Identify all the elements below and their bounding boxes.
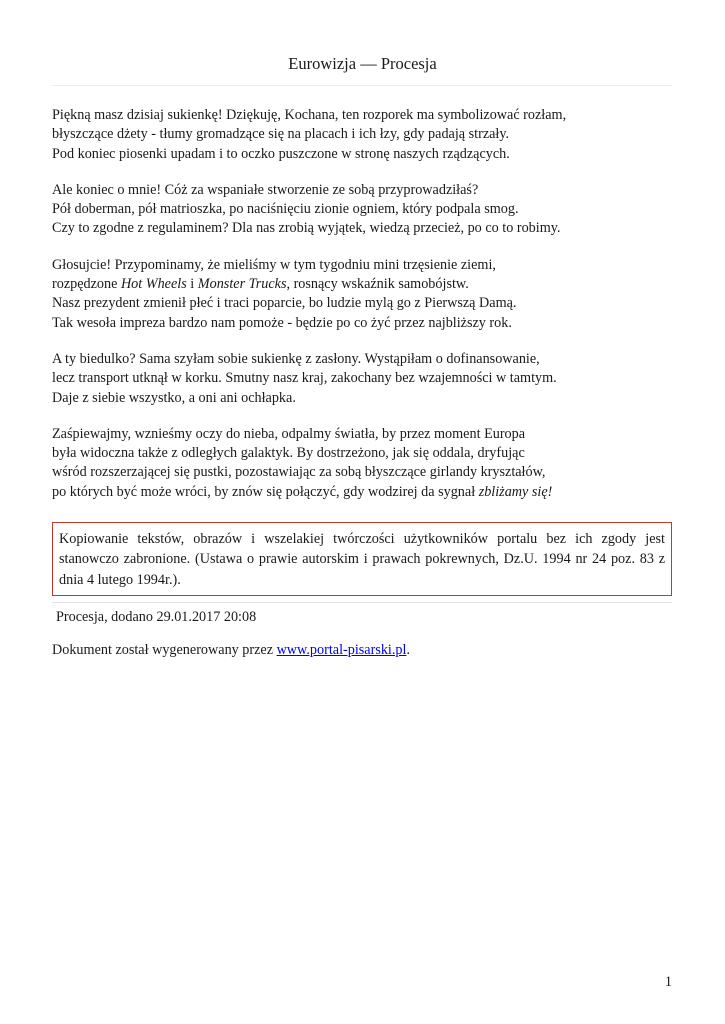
title-divider (52, 85, 672, 86)
poem-line (52, 444, 692, 463)
added-date: Procesja, dodano 29.01.2017 20:08 (56, 609, 257, 625)
poem-line (52, 314, 692, 333)
poem-line (52, 275, 692, 294)
italic-text: Hot Wheels (120, 276, 187, 293)
line-text: Pod koniec piosenki upadam i to oczko puszczone w stronę naszych rządzących. (52, 145, 510, 162)
generated-by-prefix: Dokument został wygenerowany przez (52, 642, 277, 658)
page-number: 1 (664, 974, 672, 990)
poem-line (52, 369, 692, 388)
generated-by-suffix: . (406, 642, 411, 658)
poem-line (52, 145, 692, 164)
line-text: Pół doberman, pół matrioszka, po naciśnięciu zionie ogniem, który podpala smog. (52, 201, 519, 218)
poem-line (52, 106, 692, 125)
line-text: Daje z siebie wszystko, a oni ani ochłapka. (52, 389, 296, 406)
poem-line (52, 256, 692, 275)
poem-line (52, 350, 692, 369)
copyright-notice-text: Kopiowanie tekstów, obrazów i wszelakiej twórczości użytkowników portalu bez ich zgody jest stanowczo zabronione. (Ustawa o prawie autorskim i prawach pokrewnych, Dz.U. 1994 nr 24 poz. 83 z dnia 4 lutego 1994r.). (59, 531, 665, 588)
line-text: Nasz prezydent zmienił płeć i traci poparcie, bo ludzie mylą go z Pierwszą Damą. (52, 295, 517, 312)
line-text: wśród rozszerzającej się pustki, pozostawiając za sobą błyszczące girlandy kryształów, (52, 464, 546, 481)
line-text: A ty biedulko? Sama szyłam sobie sukienkę z zasłony. Wystąpiłam o dofinansowanie, (52, 350, 540, 367)
line-text: i (186, 276, 198, 293)
copyright-notice (52, 522, 672, 596)
line-text: lecz transport utknął w korku. Smutny nasz kraj, zakochany bez wzajemności w tamtym. (52, 370, 557, 387)
poem-line (52, 200, 692, 219)
poem-line (52, 219, 692, 238)
poem-line (52, 425, 692, 444)
document-title: Eurowizja — Procesja (288, 54, 437, 73)
line-text: rozpędzone (52, 276, 121, 293)
portal-link[interactable]: www.portal-pisarski.pl (276, 642, 407, 658)
line-text: Zaśpiewajmy, wznieśmy oczy do nieba, odpalmy światła, by przez moment Europa (52, 425, 526, 442)
poem-line (52, 483, 692, 502)
poem-line (52, 181, 692, 200)
notice-divider (52, 602, 672, 603)
poem-line (52, 389, 692, 408)
line-text: Tak wesoła impreza bardzo nam pomoże - będzie po co żyć przez najbliższy rok. (52, 314, 512, 331)
line-text: Piękną masz dzisiaj sukienkę! Dziękuję, Kochana, ten rozporek ma symbolizować rozłam, (52, 107, 567, 123)
line-text: , rosnący wskaźnik samobójstw. (286, 276, 469, 293)
poem-line (52, 294, 692, 313)
stanza (52, 425, 692, 502)
italic-text: zbliżamy się! (478, 483, 553, 500)
italic-text: Monster Trucks (197, 276, 287, 293)
stanza (52, 350, 692, 408)
stanza (52, 106, 692, 164)
poem-line (52, 463, 692, 482)
stanza (52, 256, 692, 333)
line-text: była widoczna także z odległych galaktyk. By dostrzeżono, jak się oddala, dryfując (52, 445, 525, 462)
poem-body (52, 106, 692, 519)
line-text: Czy to zgodne z regulaminem? Dla nas zrobią wyjątek, wiedzą przecież, po co to robimy. (52, 220, 561, 237)
line-text: błyszczące dżety - tłumy gromadzące się na placach i ich łzy, gdy padają strzały. (52, 126, 510, 143)
generated-by-line (52, 642, 410, 659)
poem-line (52, 125, 692, 144)
stanza (52, 181, 692, 239)
line-text: po których być może wróci, by znów się połączyć, gdy wodzirej da sygnał (52, 483, 479, 500)
line-text: Głosujcie! Przypominamy, że mieliśmy w tym tygodniu mini trzęsienie ziemi, (52, 256, 496, 273)
line-text: Ale koniec o mnie! Cóż za wspaniałe stworzenie ze sobą przyprowadziłaś? (52, 181, 479, 198)
